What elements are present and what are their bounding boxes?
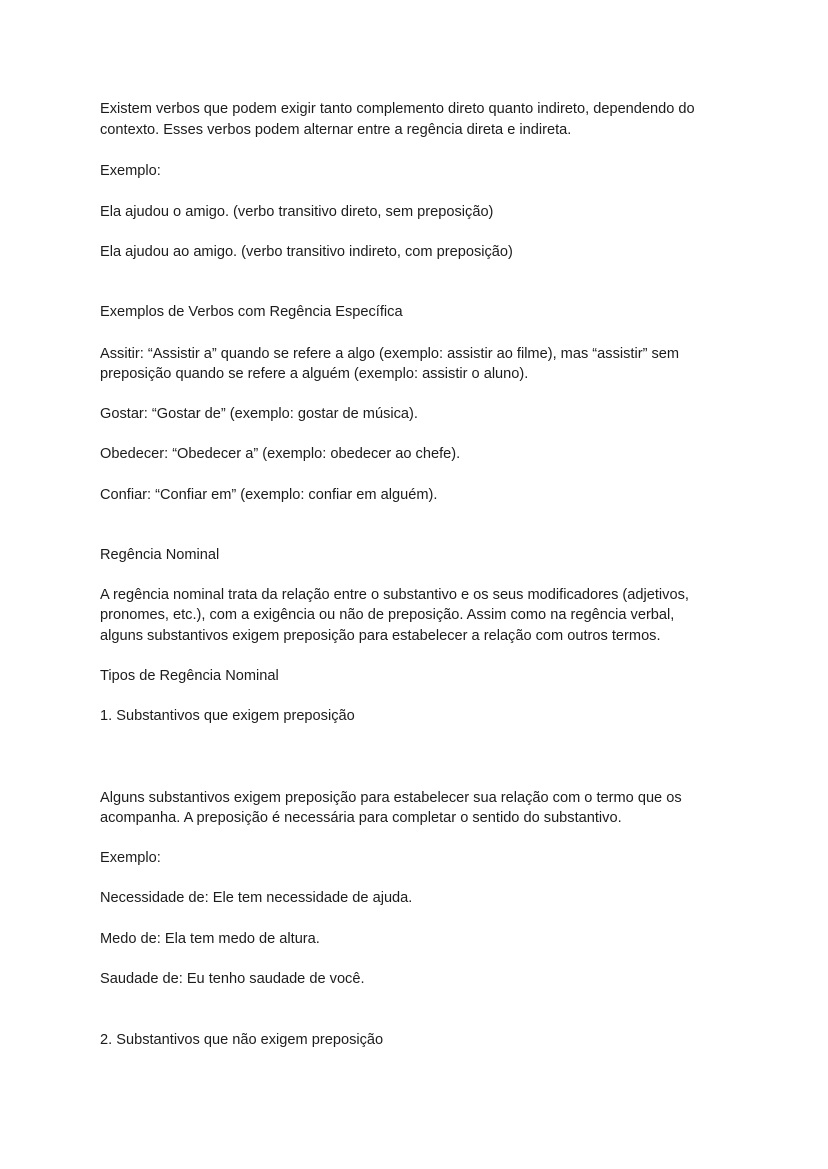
list-item: 1. Substantivos que exigem preposição xyxy=(100,708,355,724)
paragraph-line: acompanha. A preposição é necessária para completar o sentido do substantivo. xyxy=(100,810,622,826)
list-item: 2. Substantivos que não exigem preposição xyxy=(100,1032,384,1048)
verb-example: Obedecer: “Obedecer a” (exemplo: obedecer ao chefe). xyxy=(100,446,461,462)
noun-example: Saudade de: Eu tenho saudade de você. xyxy=(100,971,365,987)
paragraph-line: Existem verbos que podem exigir tanto complemento direto quanto indireto, dependendo do xyxy=(100,101,695,117)
paragraph-line: contexto. Esses verbos podem alternar entre a regência direta e indireta. xyxy=(100,122,572,138)
section-heading: Exemplos de Verbos com Regência Específica xyxy=(100,304,403,320)
paragraph-line: preposição quando se refere a alguém (exemplo: assistir o aluno). xyxy=(100,366,529,382)
noun-example: Medo de: Ela tem medo de altura. xyxy=(100,931,320,947)
section-heading: Regência Nominal xyxy=(100,547,220,563)
example-label: Exemplo: xyxy=(100,163,161,179)
verb-example: Gostar: “Gostar de” (exemplo: gostar de música). xyxy=(100,406,418,422)
example-sentence: Ela ajudou ao amigo. (verbo transitivo indireto, com preposição) xyxy=(100,244,513,260)
paragraph-line: Alguns substantivos exigem preposição para estabelecer sua relação com o termo que os xyxy=(100,790,682,806)
paragraph-line: Assitir: “Assistir a” quando se refere a algo (exemplo: assistir ao filme), mas “assistir” sem xyxy=(100,346,680,362)
subsection-heading: Tipos de Regência Nominal xyxy=(100,668,279,684)
example-sentence: Ela ajudou o amigo. (verbo transitivo direto, sem preposição) xyxy=(100,204,494,220)
noun-example: Necessidade de: Ele tem necessidade de ajuda. xyxy=(100,890,413,906)
paragraph-line: pronomes, etc.), com a exigência ou não de preposição. Assim como na regência verbal, xyxy=(100,607,675,623)
verb-example: Confiar: “Confiar em” (exemplo: confiar em alguém). xyxy=(100,487,438,503)
paragraph-line: alguns substantivos exigem preposição para estabelecer a relação com outros termos. xyxy=(100,628,661,644)
paragraph-line: A regência nominal trata da relação entre o substantivo e os seus modificadores (adjetivos, xyxy=(100,587,689,603)
example-label: Exemplo: xyxy=(100,850,161,866)
